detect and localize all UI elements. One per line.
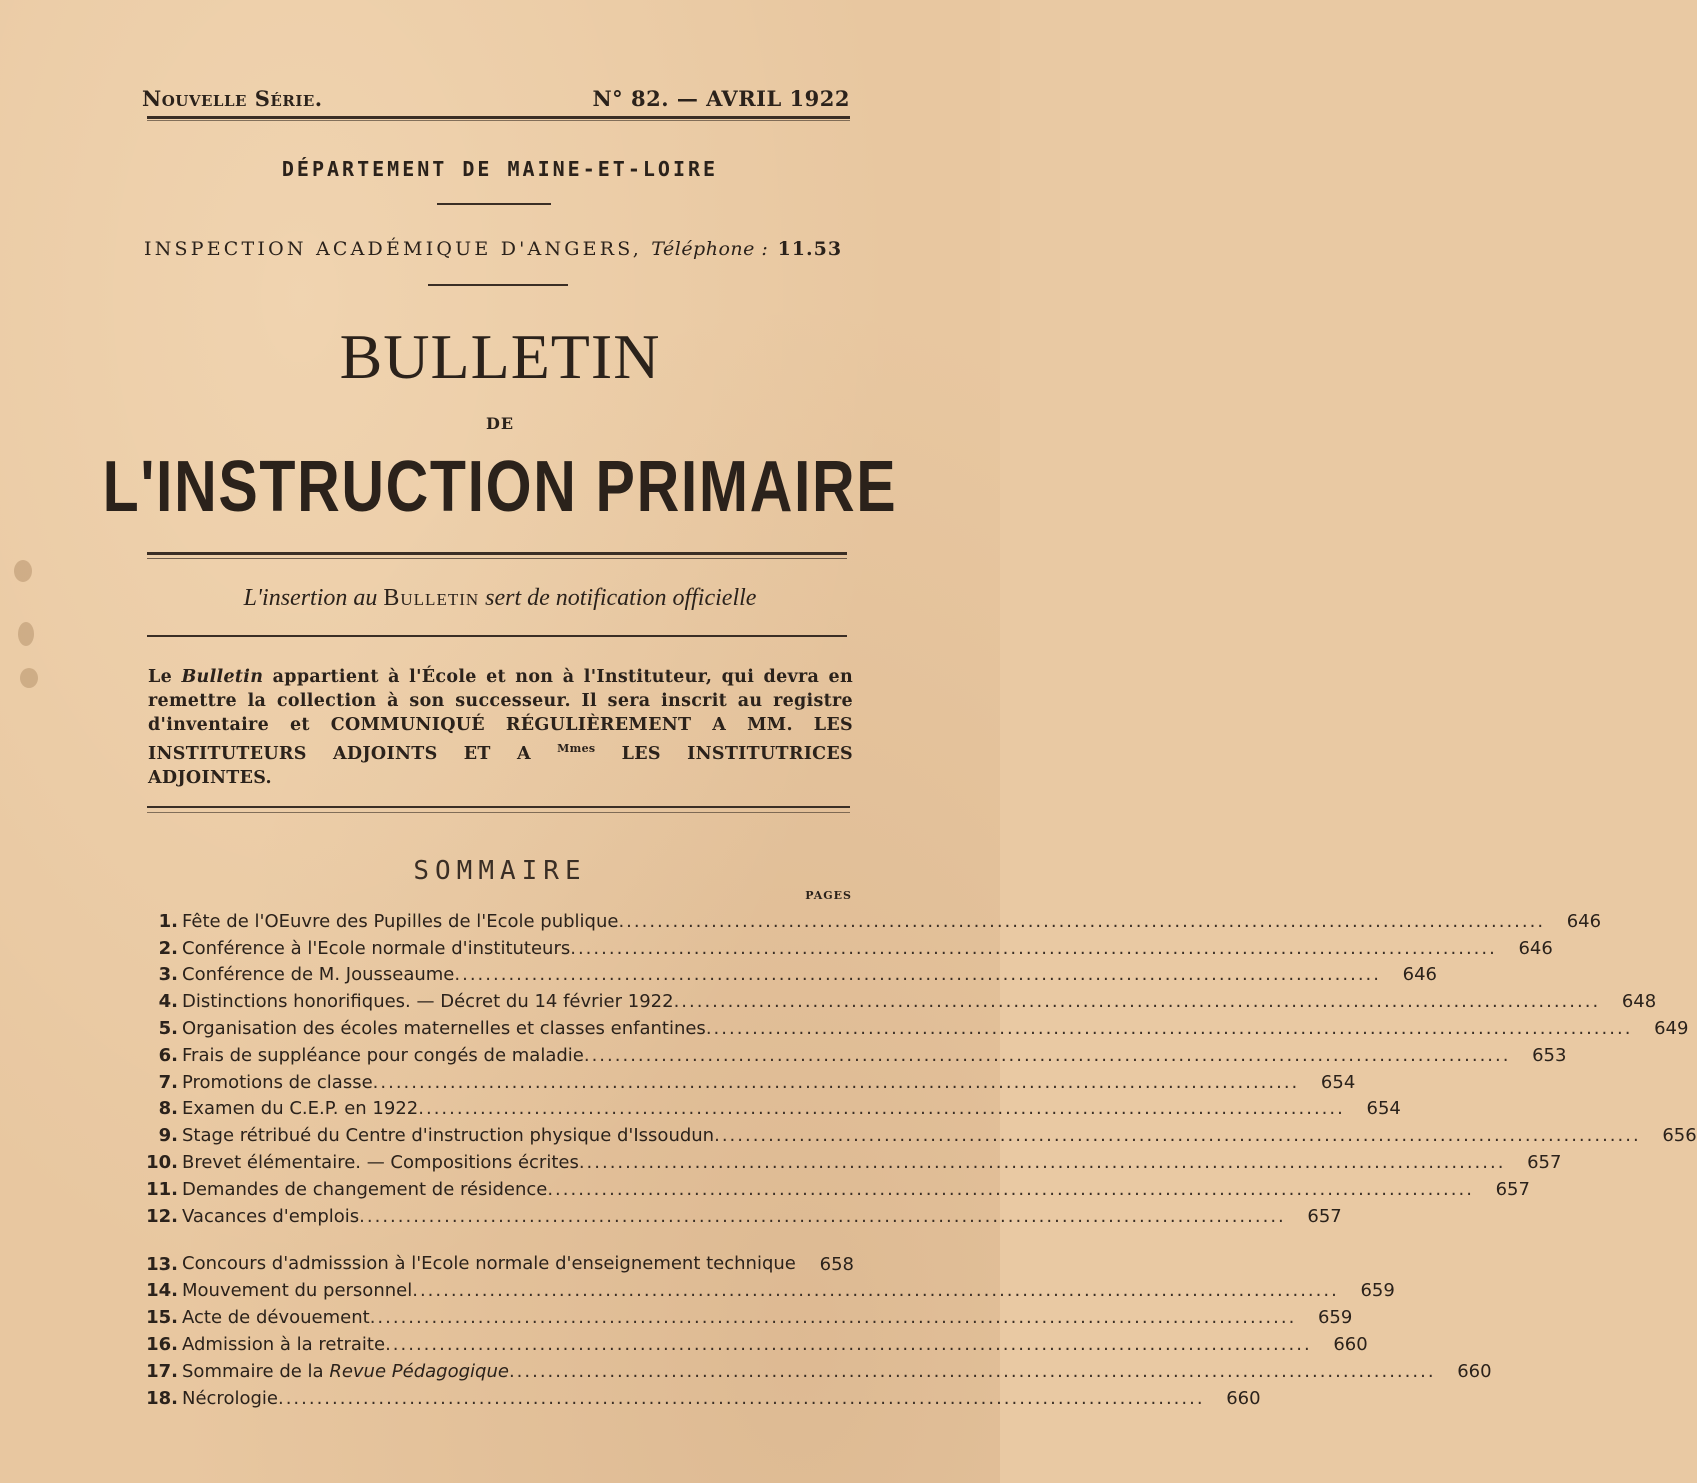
dot-leader: ........................................................................................................................ [547, 1178, 1474, 1200]
department-title: DÉPARTEMENT DE MAINE-ET-LOIRE [281, 157, 719, 181]
toc-row [138, 1301, 1353, 1329]
toc-page-number: 660 [1226, 1387, 1261, 1409]
toc-title-area [182, 1072, 1299, 1093]
series-label: Nouvelle Série. [142, 86, 323, 111]
toc-row [138, 985, 1657, 1013]
toc-title: Brevet élémentaire. — Compositions écrites [182, 1151, 579, 1173]
issue-date: N° 82. — AVRIL 1922 [592, 86, 850, 111]
toc-page-number: 648 [1621, 991, 1657, 1013]
notice-suffix: sert de notification officielle [485, 585, 757, 611]
dot-leader: ........................................................................................................................ [673, 991, 1601, 1013]
toc-row [138, 1093, 1401, 1120]
toc-row [138, 932, 1553, 959]
toc-title-area [182, 1018, 1632, 1039]
toc-number: 17. [146, 1360, 178, 1382]
toc-title [182, 1361, 509, 1382]
toc-row [138, 905, 1602, 932]
dot-leader: ........................................................................................................................ [570, 937, 1497, 959]
toc-number: 13. [146, 1253, 178, 1275]
toc-page-number: 658 [819, 1253, 854, 1275]
toc-title: Mouvement du personnel [182, 1280, 413, 1302]
toc-page-number: 646 [1518, 937, 1553, 959]
toc-page-number: 660 [1333, 1333, 1368, 1355]
dot-leader: ........................................................................................................................ [705, 1017, 1633, 1039]
dot-leader: ........................................................................................................................ [359, 1205, 1286, 1227]
ownership-mmes: Mmes [557, 742, 596, 755]
toc-title-area [182, 1125, 1641, 1146]
toc-number: 6. [158, 1044, 178, 1066]
toc-number: 16. [146, 1333, 178, 1355]
dot-leader: ........................................................................................................................ [714, 1125, 1641, 1147]
toc-title: Conférence de M. Jousseaume [182, 964, 455, 986]
toc-title: Promotions de classe [182, 1071, 373, 1093]
toc-number: 4. [158, 991, 178, 1013]
dot-leader: ........................................................................................................................ [583, 1044, 1511, 1066]
official-notice [0, 585, 1000, 612]
toc-title-plain: Sommaire de la [182, 1360, 330, 1382]
dot-leader: ........................................................................................................................ [369, 1307, 1297, 1329]
toc-title-area [182, 991, 1600, 1012]
short-divider [428, 284, 568, 286]
toc-row [138, 1275, 1395, 1302]
toc-title-area [182, 1388, 1205, 1409]
inspection-text: INSPECTION ACADÉMIQUE D'ANGERS, [144, 238, 643, 260]
toc-page-number: 657 [1527, 1151, 1562, 1173]
toc-title-area [182, 1179, 1474, 1200]
dot-leader: ........................................................................................................................ [372, 1071, 1300, 1093]
toc-row [138, 1173, 1530, 1200]
toc-page-number: 659 [1360, 1280, 1395, 1302]
toc-title: Distinctions honorifiques. — Décret du 14 février 1922 [182, 991, 674, 1013]
toc-number: 8. [158, 1098, 178, 1120]
toc-title-area [182, 1098, 1345, 1119]
toc-row [138, 1012, 1689, 1039]
toc-row [138, 1355, 1492, 1382]
dot-leader: ........................................................................................................................ [277, 1387, 1205, 1409]
dot-leader: ........................................................................................................................ [454, 964, 1381, 986]
toc-title: Stage rétribué du Centre d'instruction physique d'Issoudun [182, 1125, 715, 1147]
toc-title-area [182, 1206, 1286, 1227]
dot-leader: ........................................................................................................................ [618, 910, 1546, 932]
toc-title-italic: Revue Pédagogique [329, 1360, 509, 1382]
toc-title-area [182, 964, 1381, 985]
toc-title: Fête de l'OEuvre des Pupilles de l'Ecole publique [182, 910, 619, 932]
ownership-rule-thin [147, 812, 850, 813]
toc-title: Vacances d'emplois [182, 1205, 360, 1227]
title-de: DE [485, 414, 515, 433]
toc-page-number: 659 [1317, 1307, 1353, 1329]
notice-rule [147, 635, 847, 637]
toc-title-area [182, 1045, 1510, 1066]
phone-label: Téléphone : [651, 238, 769, 260]
toc-title-area [182, 938, 1497, 959]
toc-title: Organisation des écoles maternelles et classes enfantines [182, 1017, 706, 1039]
toc-row [138, 1146, 1562, 1173]
toc-title: Acte de dévouement [182, 1307, 370, 1329]
ownership-part3: appartient à l'École et non à l'Instituteur, qui devra en remettre la collection à son successeur. Il sera inscrit au registre d'inventaire et COMMUNIQUÉ RÉGULIÈREMENT A MM. LES INSTITUTEURS ADJOINTS ET A [148, 667, 853, 764]
toc-title-area [182, 1152, 1505, 1173]
toc-number: 2. [158, 937, 178, 959]
toc-number: 10. [146, 1151, 178, 1173]
toc-page-number: 660 [1457, 1360, 1492, 1382]
short-divider [437, 203, 551, 205]
dot-leader: ........................................................................................................................ [385, 1333, 1312, 1355]
toc-number: 7. [158, 1071, 178, 1093]
ownership-bulletin-word: Bulletin [181, 667, 264, 687]
toc-row [138, 1119, 1697, 1147]
toc-number: 11. [146, 1178, 178, 1200]
toc-title-area [182, 1361, 1436, 1382]
toc-row [138, 1227, 854, 1275]
ownership-part5: LES INSTITUTRICES ADJOINTES. [148, 743, 853, 788]
ownership-part1: Le [148, 667, 173, 687]
toc-title: Conférence à l'Ecole normale d'instituteurs [182, 937, 571, 959]
toc-title: Frais de suppléance pour congés de maladie [182, 1044, 584, 1066]
title-rule-thin [147, 558, 847, 559]
dot-leader: ........................................................................................................................ [418, 1098, 1345, 1120]
toc-page-number: 654 [1320, 1071, 1356, 1093]
toc-row [138, 1066, 1356, 1093]
dot-leader: ........................................................................................................................ [508, 1360, 1436, 1382]
notice-bulletin-word: Bulletin [383, 585, 480, 611]
toc-title-area [182, 1307, 1296, 1328]
toc-title-area [182, 1334, 1312, 1355]
pages-column-label: PAGES [805, 889, 852, 902]
stain-mark [18, 622, 34, 646]
stain-mark [20, 668, 38, 688]
toc-title: Demandes de changement de résidence [182, 1178, 548, 1200]
ownership-paragraph [148, 665, 853, 790]
title-rule [147, 552, 847, 555]
toc-page-number: 656 [1662, 1125, 1697, 1147]
toc-row [138, 1200, 1342, 1227]
toc-number: 14. [146, 1280, 178, 1302]
toc-number: 12. [146, 1205, 178, 1227]
toc-page-number: 646 [1566, 910, 1602, 932]
toc-page-number: 657 [1495, 1178, 1530, 1200]
inspection-line [144, 238, 854, 260]
stain-mark [14, 560, 32, 582]
toc-title-area [182, 1253, 798, 1275]
table-of-contents [138, 905, 1697, 1409]
toc-page-number: 653 [1532, 1044, 1567, 1066]
toc-row [138, 959, 1437, 986]
toc-page-number: 654 [1366, 1098, 1401, 1120]
toc-row [138, 1328, 1368, 1355]
dot-leader: ........................................................................................................................ [578, 1151, 1506, 1173]
toc-row [138, 1039, 1567, 1066]
ownership-rule [147, 806, 850, 808]
toc-number: 3. [158, 964, 178, 986]
toc-title-area [182, 911, 1545, 932]
toc-page-number: 657 [1307, 1205, 1342, 1227]
toc-row [138, 1382, 1261, 1409]
header-rule [147, 116, 850, 119]
toc-number: 1. [158, 910, 178, 932]
toc-number: 5. [158, 1017, 178, 1039]
sommaire-heading: SOMMAIRE [413, 856, 587, 886]
toc-page-number: 649 [1654, 1017, 1689, 1039]
toc-title-area [182, 1280, 1339, 1301]
toc-number: 18. [146, 1387, 178, 1409]
toc-number: 9. [158, 1125, 178, 1147]
header-rule-thin [147, 120, 850, 121]
toc-title: Admission à la retraite [182, 1333, 386, 1355]
toc-page-number: 646 [1402, 964, 1437, 986]
title-bulletin: BULLETIN [339, 321, 661, 392]
toc-title: Examen du C.E.P. en 1922 [182, 1098, 419, 1120]
toc-title: Nécrologie [182, 1387, 278, 1409]
dot-leader: ........................................................................................................................ [412, 1280, 1339, 1302]
toc-title: Concours d'admisssion à l'Ecole normale d'enseignement technique [182, 1252, 796, 1274]
toc-number: 15. [146, 1307, 178, 1329]
phone-number: 11.53 [777, 238, 843, 260]
notice-prefix: L'insertion au [243, 585, 378, 611]
title-instruction-primaire: L'INSTRUCTION PRIMAIRE [102, 447, 898, 527]
